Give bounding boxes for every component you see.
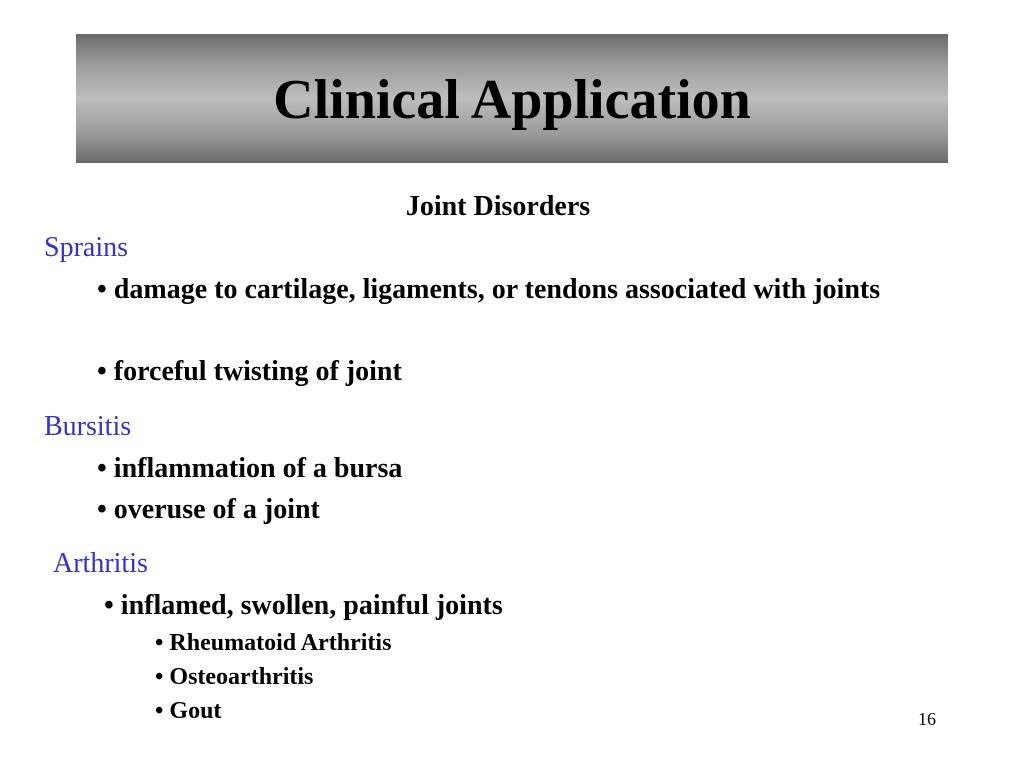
slide-subheading: Joint Disorders: [405, 191, 591, 222]
bullet-sprains-twisting: • forceful twisting of joint: [97, 356, 402, 387]
bullet-bursitis-inflammation: • inflammation of a bursa: [97, 453, 403, 484]
section-heading-arthritis: Arthritis: [53, 548, 148, 579]
bullet-sprains-damage: • damage to cartilage, ligaments, or tendons associated with joints: [97, 274, 881, 305]
section-heading-sprains: Sprains: [44, 232, 128, 263]
sub-bullet-gout: • Gout: [155, 698, 222, 724]
sub-bullet-rheumatoid: • Rheumatoid Arthritis: [155, 630, 392, 656]
section-heading-bursitis: Bursitis: [44, 411, 132, 442]
slide-title: Clinical Application: [273, 68, 751, 131]
page-number: 16: [918, 709, 936, 729]
bullet-arthritis-inflamed: • inflamed, swollen, painful joints: [104, 590, 503, 621]
title-banner: [76, 34, 948, 163]
bullet-bursitis-overuse: • overuse of a joint: [97, 494, 320, 525]
sub-bullet-osteoarthritis: • Osteoarthritis: [155, 664, 314, 690]
